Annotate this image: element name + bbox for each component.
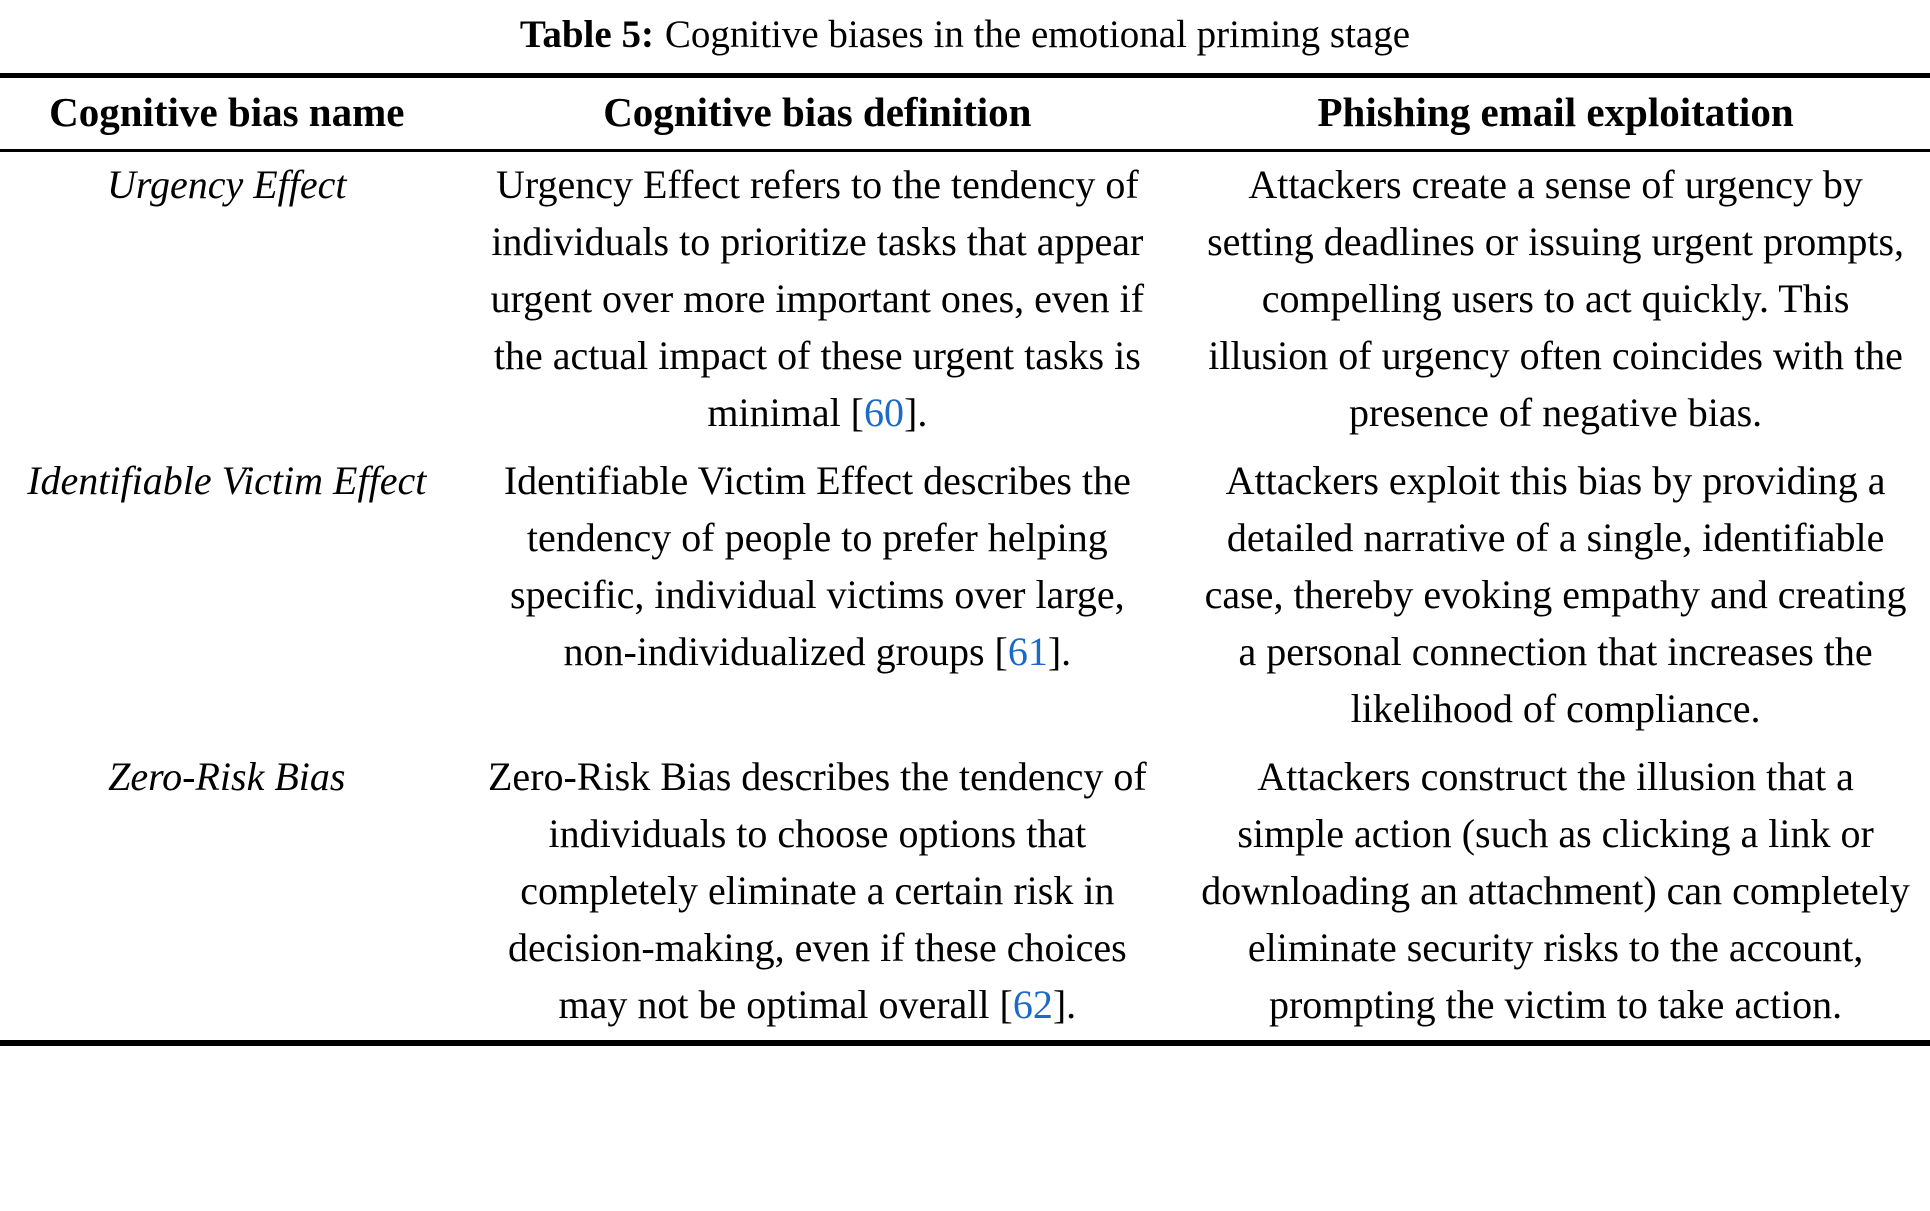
cell-bias-definition: Identifiable Victim Effect describes the tendency of people to prefer helping specific, individual victims over large, non-individualized groups [61]. [503,458,1131,675]
cell-bias-name: Identifiable Victim Effect [27,458,427,504]
table-caption [0,0,1930,73]
cell-phishing-exploitation: Attackers exploit this bias by providing a detailed narrative of a single, identifiable case, thereby evoking empathy and creating a personal connection that increases the likelihood of compliance. [1204,458,1907,732]
table-caption-text: Cognitive biases in the emotional priming stage [664,13,1411,56]
table-body [0,151,1930,1044]
cell-phishing-exploitation: Attackers construct the illusion that a simple action (such as clicking a link or downloading an attachment) can completely eliminate security risks to the account, prompting the victim to take action. [1201,754,1910,1028]
cognitive-biases-table [0,73,1930,1046]
citation-link[interactable]: 60 [864,390,904,436]
column-header-bias-definition: Cognitive bias definition [454,76,1182,151]
cell-bias-definition: Zero-Risk Bias describes the tendency of individuals to choose options that completely eliminate a certain risk in decision-making, even if these choices may not be optimal overall [62]. [488,754,1147,1028]
table-row [0,448,1930,744]
column-header-bias-name: Cognitive bias name [0,76,454,151]
table-caption-label: Table 5: [519,13,654,56]
citation-link[interactable]: 61 [1007,629,1048,675]
cell-bias-name: Zero-Risk Bias [108,754,346,800]
cell-phishing-exploitation: Attackers create a sense of urgency by setting deadlines or issuing urgent prompts, compelling users to act quickly. This illusion of urgency often coincides with the presence of negative bias. [1207,162,1905,436]
table-row [0,151,1930,449]
table-row [0,744,1930,1043]
table-header-row [0,76,1930,151]
citation-link[interactable]: 62 [1012,982,1053,1028]
cell-bias-definition: Urgency Effect refers to the tendency of individuals to prioritize tasks that appear urgent over more important ones, even if the actual impact of these urgent tasks is minimal [60]. [490,162,1145,436]
cell-bias-name: Urgency Effect [107,162,347,208]
column-header-phishing-exploitation: Phishing email exploitation [1181,76,1930,151]
